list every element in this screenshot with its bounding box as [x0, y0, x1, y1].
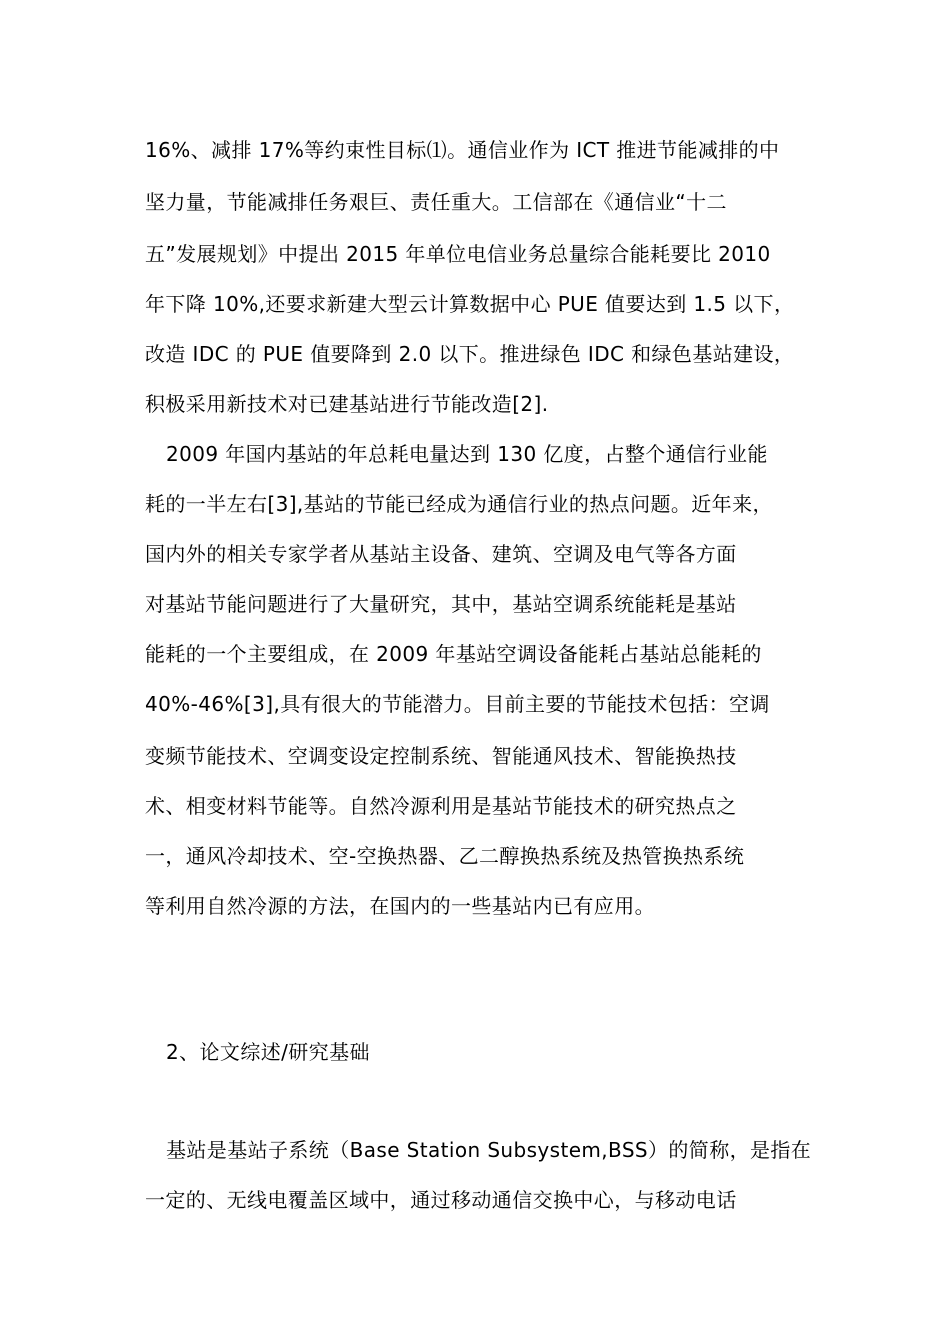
paragraph-3-line-2: 一定的、无线电覆盖区域中，通过移动通信交换中心，与移动电话: [145, 1188, 737, 1212]
paragraph-1-line-2: 坚力量，节能减排任务艰巨、责任重大。工信部在《通信业“十二: [145, 190, 727, 214]
paragraph-2-line-1: 2009 年国内基站的年总耗电量达到 130 亿度，占整个通信行业能: [166, 442, 768, 466]
paragraph-2-line-9: 一，通风冷却技术、空-空换热器、乙二醇换热系统及热管换热系统: [145, 844, 745, 868]
paragraph-1-line-6: 积极采用新技术对已建基站进行节能改造[2].: [145, 392, 549, 416]
paragraph-2-line-7: 变频节能技术、空调变设定控制系统、智能通风技术、智能换热技: [145, 744, 737, 768]
paragraph-2-line-2: 耗的一半左右[3],基站的节能已经成为通信行业的热点问题。近年来，: [145, 492, 773, 516]
paragraph-2-line-10: 等利用自然冷源的方法，在国内的一些基站内已有应用。: [145, 894, 655, 918]
paragraph-1-line-4: 年下降 10%,还要求新建大型云计算数据中心 PUE 值要达到 1.5 以下，: [145, 292, 795, 316]
paragraph-2-line-6: 40%-46%[3],具有很大的节能潜力。目前主要的节能技术包括：空调: [145, 692, 770, 716]
paragraph-1-line-3: 五”发展规划》中提出 2015 年单位电信业务总量综合能耗要比 2010: [145, 242, 771, 266]
paragraph-2-line-4: 对基站节能问题进行了大量研究，其中，基站空调系统能耗是基站: [145, 592, 737, 616]
paragraph-2-line-8: 术、相变材料节能等。自然冷源利用是基站节能技术的研究热点之: [145, 794, 737, 818]
paragraph-1-line-1: 16%、减排 17%等约束性目标⑴。通信业作为 ICT 推进节能减排的中: [145, 138, 780, 162]
section-heading: 2、论文综述/研究基础: [166, 1040, 370, 1064]
paragraph-2-line-5: 能耗的一个主要组成，在 2009 年基站空调设备能耗占基站总能耗的: [145, 642, 762, 666]
paragraph-1-line-5: 改造 IDC 的 PUE 值要降到 2.0 以下。推进绿色 IDC 和绿色基站建设，: [145, 342, 795, 366]
paragraph-3-line-1: 基站是基站子系统（Base Station Subsystem,BSS）的简称，是指在: [166, 1138, 812, 1162]
paragraph-2-line-3: 国内外的相关专家学者从基站主设备、建筑、空调及电气等各方面: [145, 542, 737, 566]
